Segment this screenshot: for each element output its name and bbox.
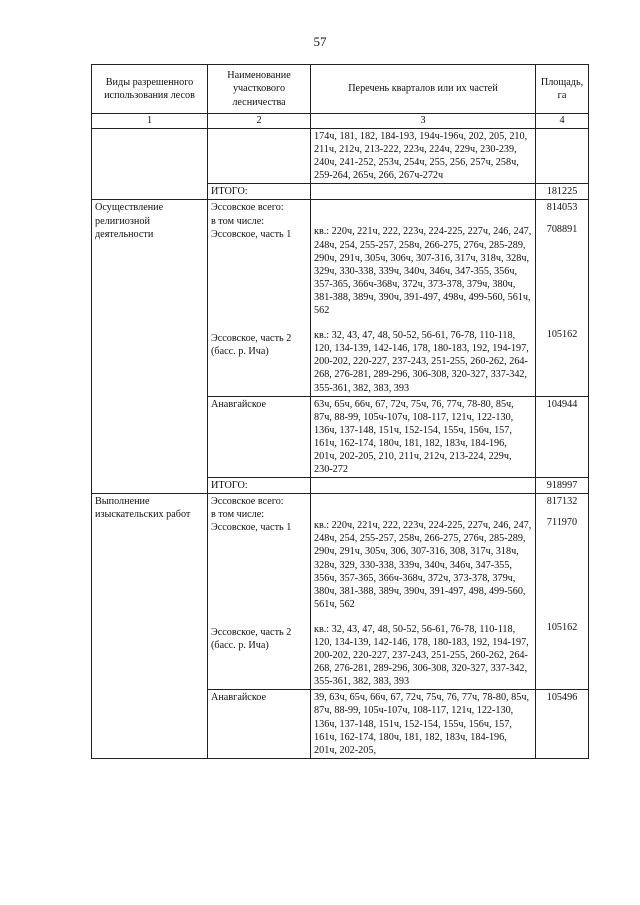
spacer bbox=[314, 317, 532, 329]
area-essov bbox=[536, 494, 589, 690]
including-label: в том числе: bbox=[211, 509, 265, 521]
total-empty-cell bbox=[311, 184, 536, 200]
spacer bbox=[539, 508, 585, 516]
area-anavgai: 104944 bbox=[536, 396, 589, 478]
essov-part2-quarters: кв.: 32, 43, 47, 48, 50-52, 56-61, 76-78, 110-118, 120, 134-139, 142-146, 178, 180-183, 192, 194-197, 200-202, 220-227, 237-243, 251-255, 260-262, 264-268, 276-281, 289-296, 306-308, 320-327, 337-342, 355-361, 382, 383, 393 bbox=[314, 330, 529, 394]
spacer bbox=[211, 241, 307, 332]
essov-total-area: 814053 bbox=[546, 202, 578, 214]
total-area: 181225 bbox=[536, 184, 589, 200]
essov-part2-quarters: кв.: 32, 43, 47, 48, 50-52, 56-61, 76-78, 110-118, 120, 134-139, 142-146, 178, 180-183, 192, 194-197, 200-202, 220-227, 237-243, 251-255, 260-262, 264-268, 276-281, 289-296, 306-308, 320-327, 337-342, 355-361, 382, 383, 393 bbox=[314, 623, 529, 688]
column-number-3: 3 bbox=[311, 114, 536, 129]
header-area: Площадь, га bbox=[536, 65, 589, 114]
spacer bbox=[211, 535, 307, 626]
essov-total-area: 817132 bbox=[546, 496, 578, 508]
including-label: в том числе: bbox=[211, 215, 265, 227]
essov-part1-quarters: кв.: 220ч, 221ч, 222, 223ч, 224-225, 227ч, 246, 247, 248ч, 254, 255-257, 258ч, 266-275, 276ч, 285-289, 290ч, 291ч, 305ч, 306ч, 307-316, 317ч, 318ч, 328ч, 329ч, 330-338, 339ч, 340ч, 346ч, 347-355, 356ч, 357-365, 366ч-368ч, 372ч, 373-378, 379ч, 380ч, 381-388, 389ч, 390ч, 391-497, 498ч, 499-560, 561ч, 562 bbox=[314, 226, 532, 317]
essov-part1-name: Эссовское, часть 1 bbox=[211, 522, 292, 534]
spacer bbox=[539, 215, 585, 223]
quarters-essov bbox=[311, 200, 536, 396]
quarters-anavgai: 39, 63ч, 65ч, 66ч, 67, 72ч, 75ч, 76, 77ч, 78-80, 85ч, 87ч, 88-99, 105ч-107ч, 108-117, 121ч, 122-130, 136ч, 137-148, 151ч, 152-154, 155ч, 156ч, 157, 161ч, 162-174, 180ч, 181, 182, 183ч, 184-196, 201ч, 202-205, bbox=[311, 690, 536, 758]
total-area: 918997 bbox=[536, 478, 589, 494]
spacer bbox=[314, 611, 532, 623]
area-essov bbox=[536, 200, 589, 396]
column-number-2: 2 bbox=[208, 114, 311, 129]
forestry-cell-continued bbox=[208, 129, 311, 184]
spacer bbox=[539, 529, 585, 621]
use-type-survey: Выполнение изыскательских работ bbox=[92, 494, 208, 759]
spacer bbox=[314, 201, 532, 225]
total-empty-cell bbox=[311, 478, 536, 494]
spacer bbox=[314, 495, 532, 519]
forestry-anavgai: Анавгайское bbox=[208, 396, 311, 478]
forestry-essov bbox=[208, 494, 311, 690]
essov-part1-area: 711970 bbox=[546, 517, 578, 529]
header-row bbox=[92, 65, 589, 114]
table-row bbox=[92, 494, 589, 690]
quarters-anavgai: 63ч, 65ч, 66ч, 67, 72ч, 75ч, 76, 77ч, 78-80, 85ч, 87ч, 88-99, 105ч-107ч, 108-117, 121ч, 122-130, 136ч, 137-148, 151ч, 152-154, 155ч, 156ч, 157, 161ч, 162-174, 180ч, 181, 182, 183ч, 184-196, 201ч, 202-205, 210, 211ч, 212ч, 213-224, 229ч, 230-272 bbox=[311, 396, 536, 478]
forestry-essov bbox=[208, 200, 311, 396]
essov-part2-area: 105162 bbox=[546, 622, 578, 634]
use-type-cell-continued bbox=[92, 129, 208, 200]
area-anavgai: 105496 bbox=[536, 690, 589, 758]
essov-part1-area: 708891 bbox=[546, 223, 578, 235]
table-row bbox=[92, 200, 589, 396]
forestry-anavgai: Анавгайское bbox=[208, 690, 311, 758]
header-use-type: Виды разрешенного использования лесов bbox=[92, 65, 208, 114]
quarters-cell-continued: 174ч, 181, 182, 184-193, 194ч-196ч, 202, 205, 210, 211ч, 212ч, 213-222, 223ч, 224ч, 229ч, 230-239, 240ч, 241-252, 253ч, 254ч, 255, 256, 257ч, 258ч, 259-264, 265ч, 266, 267ч-272ч bbox=[311, 129, 536, 184]
spacer bbox=[539, 236, 585, 328]
forest-use-table bbox=[91, 64, 589, 759]
essov-part1-name: Эссовское, часть 1 bbox=[211, 228, 292, 240]
essov-part2-name: Эссовское, часть 2 (басс. р. Ича) bbox=[211, 626, 292, 651]
essov-total-label: Эссовское всего: bbox=[211, 496, 284, 508]
header-quarters-list: Перечень кварталов или их частей bbox=[311, 65, 536, 114]
table-row bbox=[92, 129, 589, 184]
page-number: 57 bbox=[313, 34, 327, 49]
essov-part2-area: 105162 bbox=[546, 328, 578, 340]
essov-total-label: Эссовское всего: bbox=[211, 202, 284, 214]
essov-part1-quarters: кв.: 220ч, 221ч, 222, 223ч, 224-225, 227ч, 246, 247, 248ч, 254, 255-257, 258ч, 266-275, 276ч, 285-289, 290ч, 291ч, 305ч, 306, 307-316, 308, 317ч, 318ч, 328ч, 329, 330-338, 339ч, 340ч, 346ч, 347-355, 356ч, 357-365, 366ч-368ч, 372ч, 373-378, 379ч, 380ч, 381-388, 389ч, 390ч, 391-497, 498, 499-560, 561ч, 562 bbox=[314, 520, 532, 610]
area-cell-continued bbox=[536, 129, 589, 184]
quarters-essov bbox=[311, 494, 536, 690]
column-number-1: 1 bbox=[92, 114, 208, 129]
essov-part2-name: Эссовское, часть 2 (басс. р. Ича) bbox=[211, 332, 292, 357]
column-number-row bbox=[92, 114, 589, 129]
column-number-4: 4 bbox=[536, 114, 589, 129]
total-label: ИТОГО: bbox=[208, 478, 311, 494]
total-label: ИТОГО: bbox=[208, 184, 311, 200]
use-type-religious: Осуществление религиозной деятельности bbox=[92, 200, 208, 494]
header-forestry-name: Наименование участкового лесничества bbox=[208, 65, 311, 114]
